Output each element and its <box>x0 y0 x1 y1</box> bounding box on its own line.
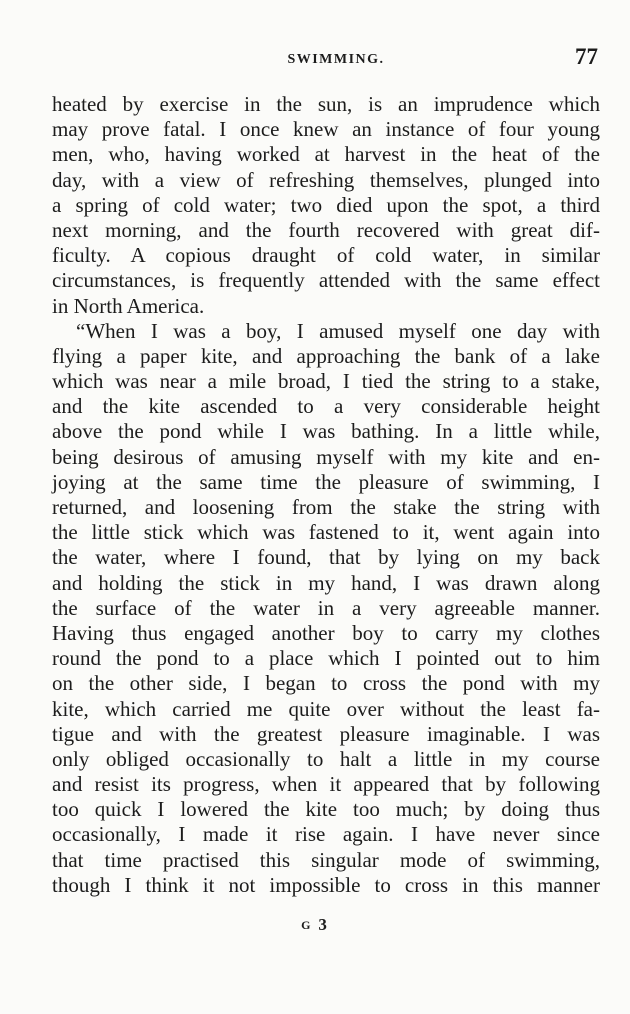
text-line: which was near a mile broad, I tied the string to a stake, <box>52 369 600 394</box>
text-line: though I think it not impossible to cross in this manner <box>52 872 600 897</box>
text-line: tigue and with the greatest pleasure imaginable. I was <box>52 721 600 746</box>
page-number: 77 <box>575 44 598 69</box>
text-line: men, who, having worked at harvest in the heat of the <box>52 142 600 167</box>
text-line: day, with a view of refreshing themselves, plunged into <box>52 167 600 192</box>
body-text <box>52 92 600 898</box>
text-line: that time practised this singular mode of swimming, <box>52 847 600 872</box>
signature-number: 3 <box>318 915 329 934</box>
text-line: on the other side, I began to cross the pond with my <box>52 671 600 696</box>
page-header-title: SWIMMING. <box>287 52 385 67</box>
text-line: above the pond while I was bathing. In a little while, <box>52 419 600 444</box>
text-line: flying a paper kite, and approaching the bank of a lake <box>52 343 600 368</box>
text-line: returned, and loosening from the stake the string with <box>52 495 600 519</box>
text-line: next morning, and the fourth recovered with great dif- <box>52 217 600 242</box>
text-line: Having thus engaged another boy to carry my clothes <box>52 620 600 645</box>
text-line: too quick I lowered the kite too much; by doing thus <box>52 797 600 822</box>
text-line: circumstances, is frequently attended with the same effect <box>52 268 600 293</box>
text-line: round the pond to a place which I pointed out to him <box>52 646 600 671</box>
signature-mark <box>0 915 630 935</box>
paragraph-end-line: in North America. <box>52 293 205 318</box>
text-line: only obliged occasionally to halt a little in my course <box>52 746 600 771</box>
text-line: joying at the same time the pleasure of swimming, I <box>52 469 600 494</box>
text-line: may prove fatal. I once knew an instance of four young <box>52 117 600 142</box>
signature-letter: G <box>301 918 311 932</box>
text-line: occasionally, I made it rise again. I have never since <box>52 822 600 847</box>
text-line: being desirous of amusing myself with my kite and en- <box>52 444 600 469</box>
running-head <box>52 44 600 74</box>
text-line: and the kite ascended to a very considerable height <box>52 394 600 419</box>
text-line: the surface of the water in a very agreeable manner. <box>52 595 600 620</box>
text-line: and resist its progress, when it appeared that by following <box>52 772 600 797</box>
text-line: and holding the stick in my hand, I was drawn along <box>52 570 600 595</box>
text-line: the water, where I found, that by lying on my back <box>52 545 600 570</box>
text-line: ficulty. A copious draught of cold water, in similar <box>52 243 600 268</box>
text-line: kite, which carried me quite over without the least fa- <box>52 696 600 721</box>
text-line: the little stick which was fastened to it, went again into <box>52 520 600 545</box>
paragraph-start-line: “When I was a boy, I amused myself one day with <box>76 318 600 343</box>
text-line: a spring of cold water; two died upon the spot, a third <box>52 192 600 217</box>
text-line: heated by exercise in the sun, is an imprudence which <box>52 92 600 116</box>
